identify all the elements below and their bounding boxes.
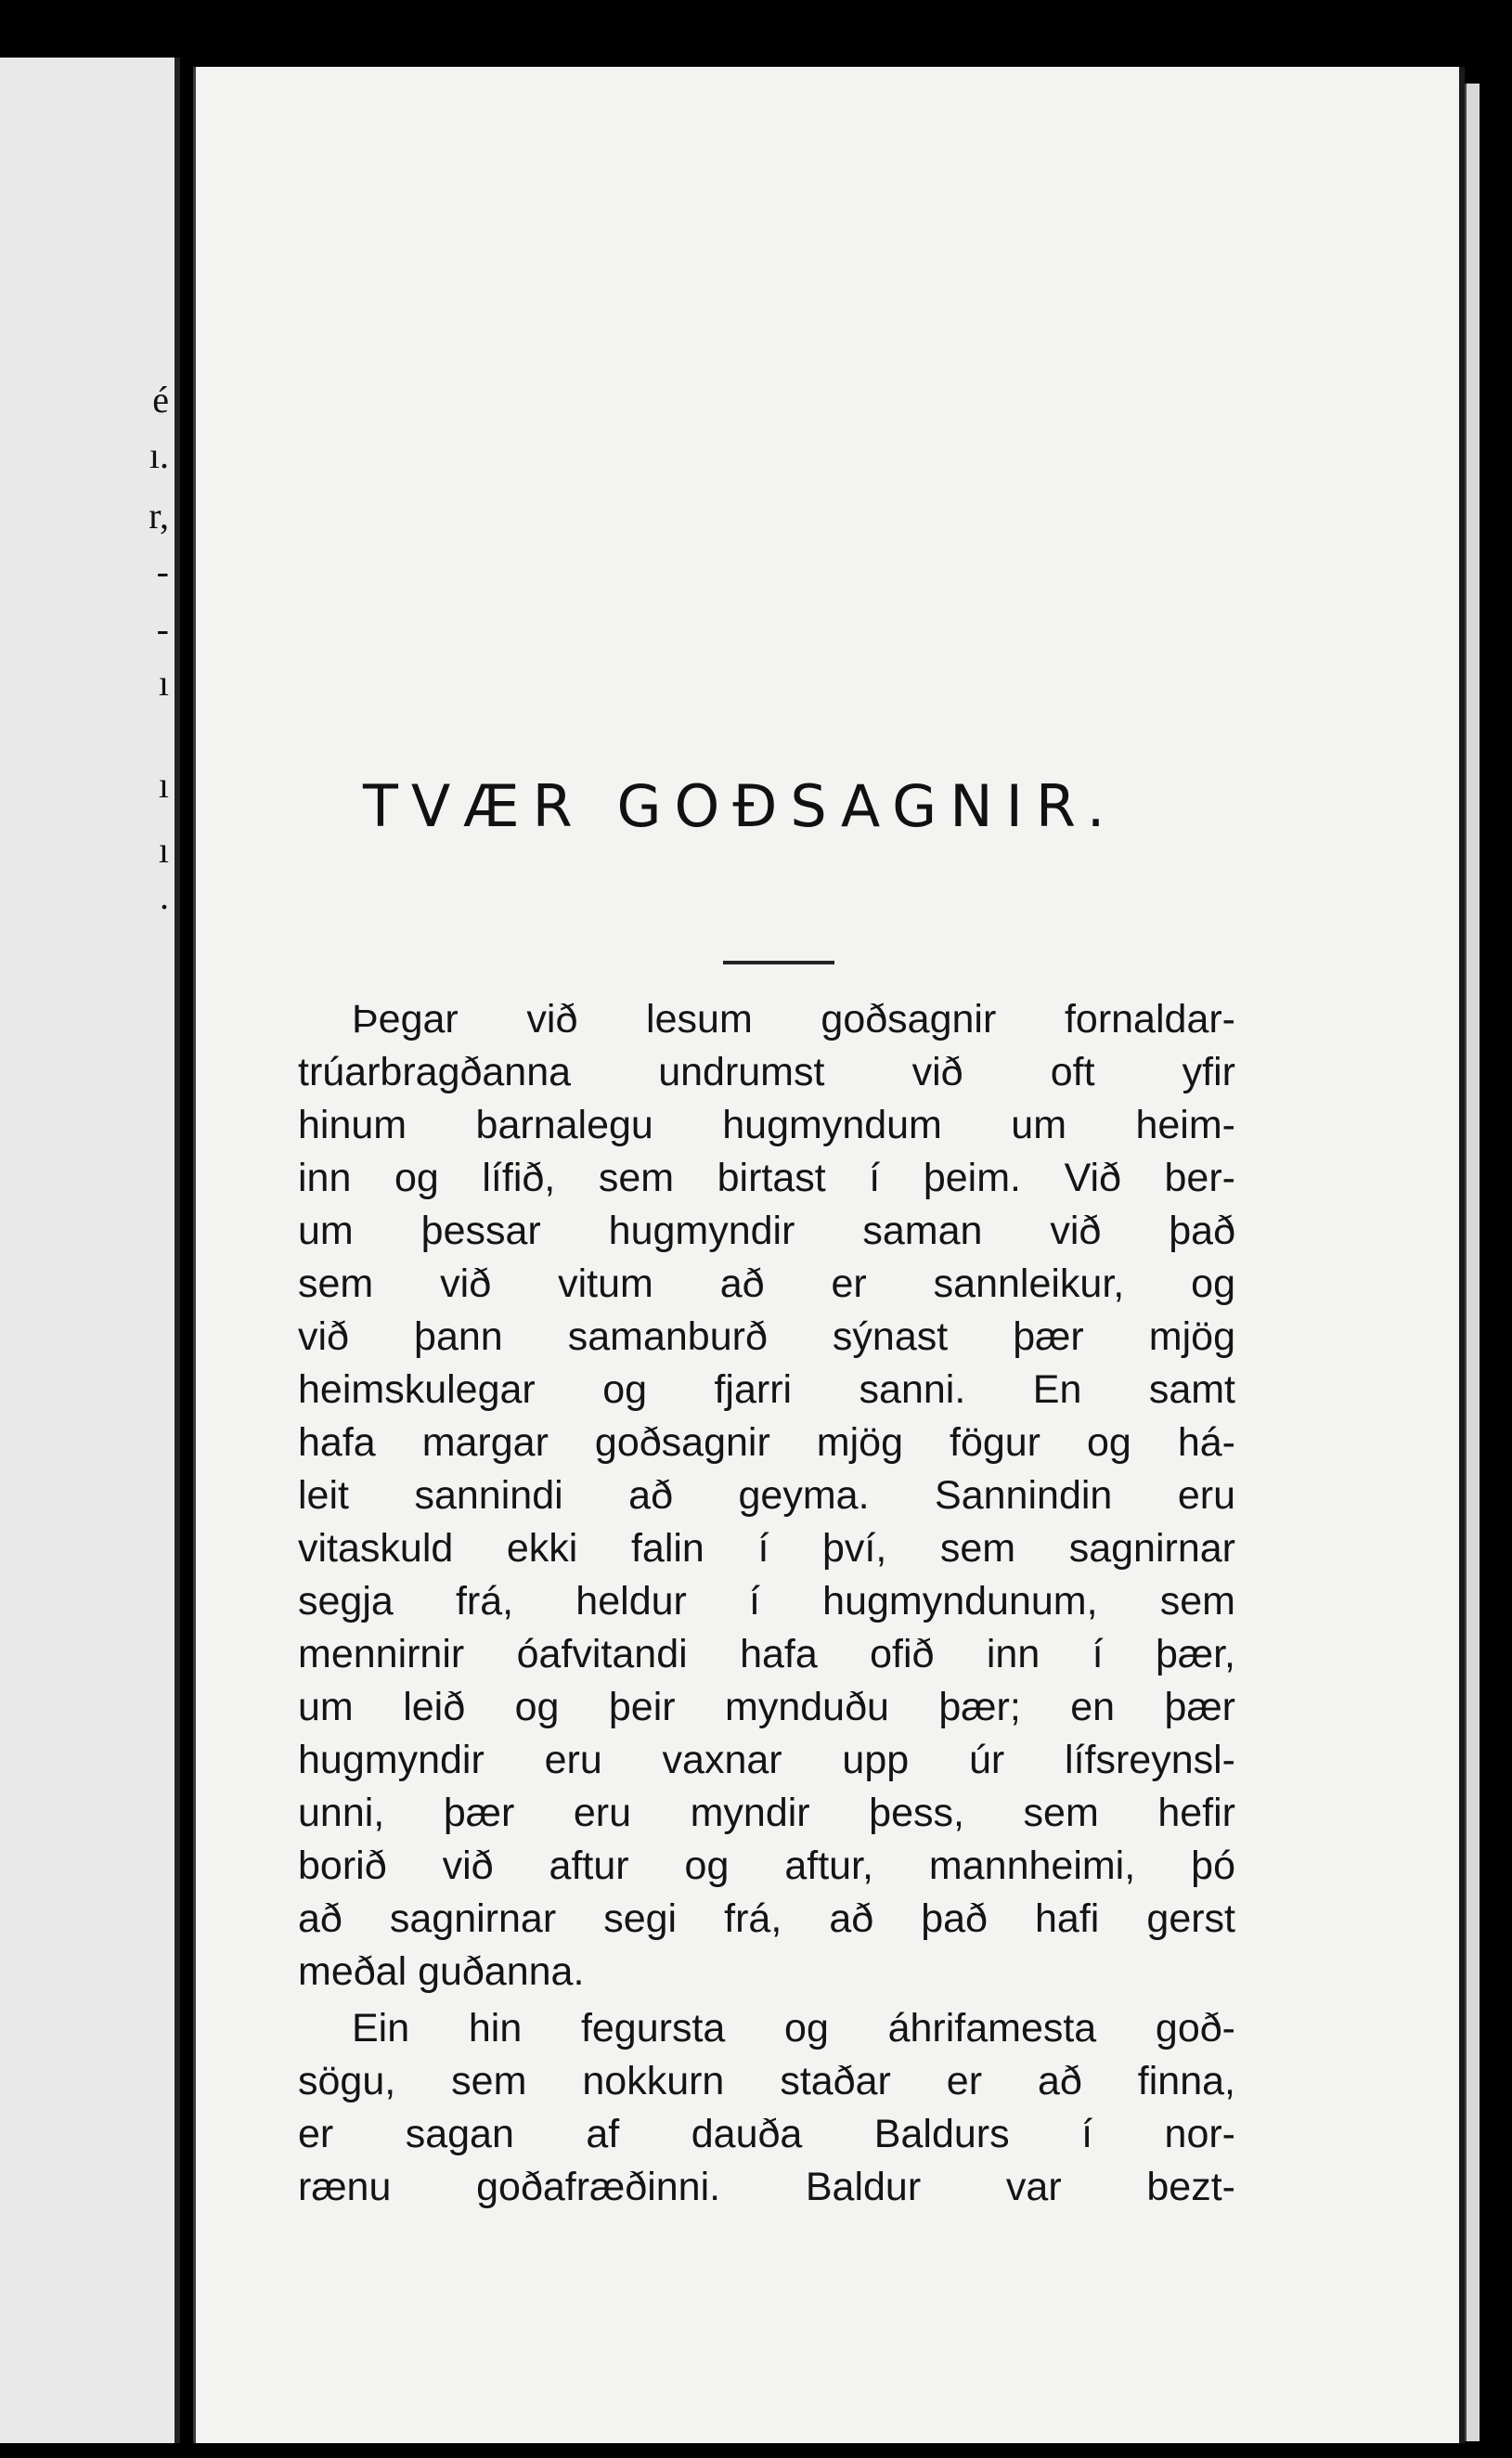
paragraph-1 [298, 993, 1235, 1999]
text-line: við þann samanburð sýnast þær mjög [298, 1314, 1235, 1359]
previous-page-fragment: . [160, 875, 169, 917]
text-line: segja frá, heldur í hugmyndunum, sem [298, 1579, 1235, 1624]
text-line: um þessar hugmyndir saman við það [298, 1209, 1235, 1253]
text-line: er sagan af dauða Baldurs í nor- [298, 2112, 1235, 2156]
previous-page-strip [0, 58, 176, 2443]
page-title: TVÆR GOÐSAGNIR. [363, 772, 1118, 840]
text-line: borið við aftur og aftur, mannheimi, þó [298, 1844, 1235, 1888]
body-text [298, 993, 1235, 2214]
text-line: heimskulegar og fjarri sanni. En samt [298, 1367, 1235, 1412]
text-line: sem við vitum að er sannleikur, og [298, 1261, 1235, 1306]
previous-page-fragment: ı [158, 764, 169, 806]
text-line: meðal guðanna. [298, 1949, 585, 1994]
text-line: hafa margar goðsagnir mjög fögur og há- [298, 1420, 1235, 1465]
page-edge [1465, 84, 1480, 2441]
paragraph-2 [298, 2002, 1235, 2214]
text-line: hinum barnalegu hugmyndum um heim- [298, 1103, 1235, 1147]
book-page [193, 67, 1465, 2443]
text-line: inn og lífið, sem birtast í þeim. Við ber- [298, 1156, 1235, 1200]
text-line: rænu goðafræðinni. Baldur var bezt- [298, 2165, 1235, 2209]
previous-page-fragment: é [152, 379, 169, 420]
page-gutter [174, 58, 180, 2443]
text-line: Þegar við lesum goðsagnir fornaldar- [352, 997, 1235, 1041]
previous-page-fragment: ı [158, 829, 169, 871]
previous-page-fragment: ı [158, 662, 169, 704]
text-line: sögu, sem nokkurn staðar er að finna, [298, 2059, 1235, 2103]
previous-page-fragment: - [156, 608, 169, 650]
previous-page-fragment: - [156, 550, 169, 592]
previous-page-fragment: ı. [149, 434, 169, 476]
previous-page-fragment: r, [149, 495, 169, 537]
text-line: leit sannindi að geyma. Sannindin eru [298, 1473, 1235, 1518]
text-line: um leið og þeir mynduðu þær; en þær [298, 1685, 1235, 1729]
text-line: hugmyndir eru vaxnar upp úr lífsreynsl- [298, 1738, 1235, 1782]
text-line: mennirnir óafvitandi hafa ofið inn í þær, [298, 1632, 1235, 1676]
text-line: unni, þær eru myndir þess, sem hefir [298, 1791, 1235, 1835]
text-line: Ein hin fegursta og áhrifamesta goð- [352, 2006, 1235, 2050]
text-line: trúarbragðanna undrumst við oft yfir [298, 1050, 1235, 1094]
title-divider [723, 961, 834, 964]
text-line: vitaskuld ekki falin í því, sem sagnirnar [298, 1526, 1235, 1571]
text-line: að sagnirnar segi frá, að það hafi gerst [298, 1896, 1235, 1941]
